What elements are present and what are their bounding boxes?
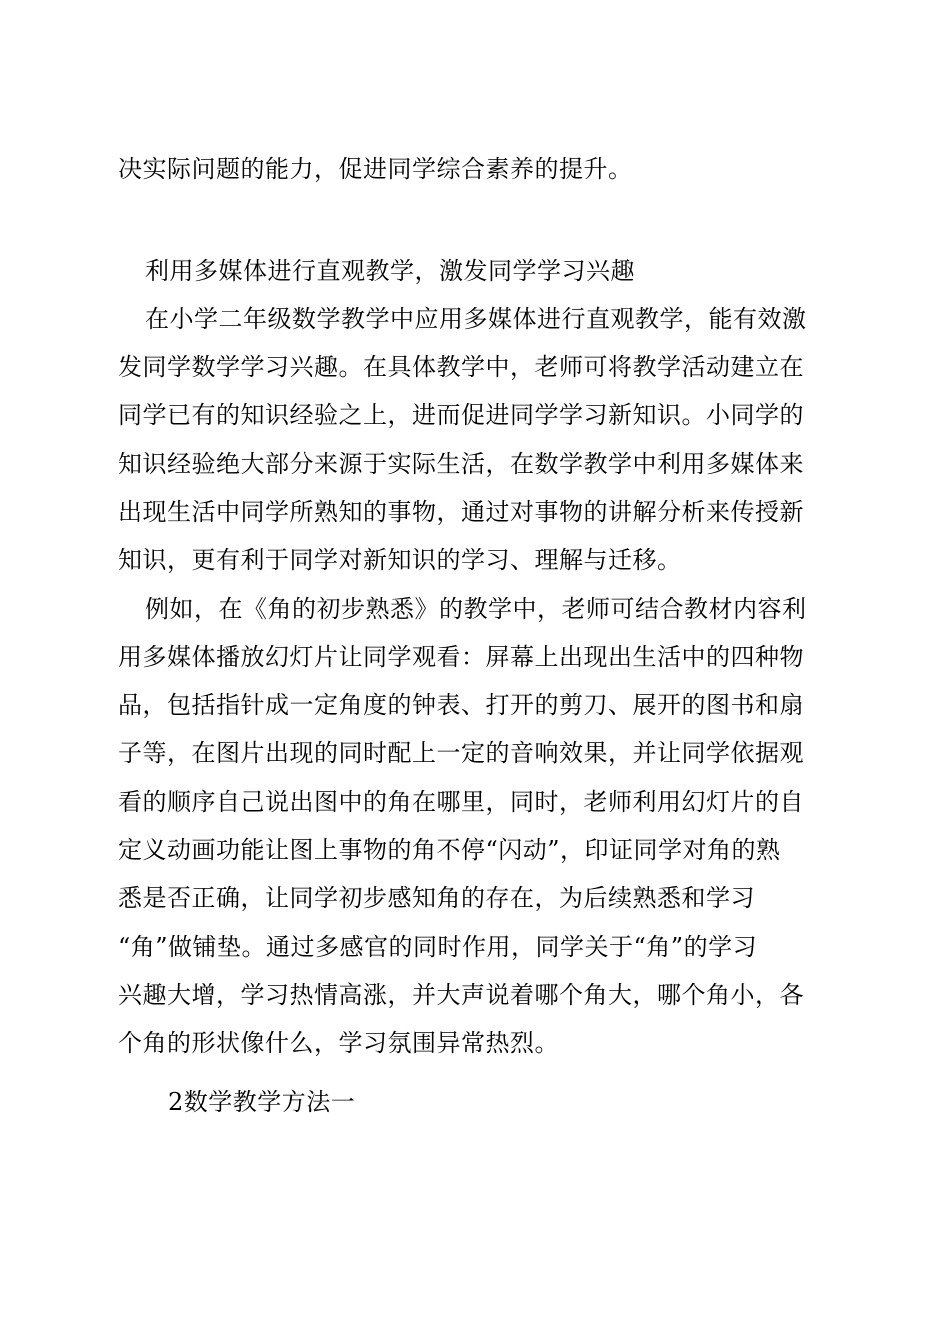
paragraph-line: 决实际问题的能力，促进同学综合素养的提升。 (118, 155, 633, 183)
paragraph-line: 在小学二年级数学教学中应用多媒体进行直观教学，能有效激 (145, 305, 807, 333)
section-heading: 利用多媒体进行直观教学，激发同学学习兴趣 (145, 257, 635, 285)
paragraph-line: 发同学数学学习兴趣。在具体教学中，老师可将教学活动建立在 (118, 353, 804, 381)
paragraph-line: 看的顺序自己说出图中的角在哪里，同时，老师利用幻灯片的自 (118, 788, 804, 816)
paragraph-line: 定义动画功能让图上事物的角不停“闪动”，印证同学对角的熟 (118, 836, 781, 864)
paragraph-line: 知识经验绝大部分来源于实际生活，在数学教学中利用多媒体来 (118, 450, 804, 478)
paragraph-line: 知识，更有利于同学对新知识的学习、理解与迁移。 (118, 546, 682, 574)
paragraph-line: 品，包括指针成一定角度的钟表、打开的剪刀、展开的图书和扇 (118, 691, 804, 719)
paragraph-line: 悉是否正确，让同学初步感知角的存在，为后续熟悉和学习 (118, 884, 755, 912)
section-heading: 2数学教学方法一 (168, 1088, 356, 1116)
paragraph-line: 子等，在图片出现的同时配上一定的音响效果，并让同学依据观 (118, 739, 804, 767)
paragraph-line: 出现生活中同学所熟知的事物，通过对事物的讲解分析来传授新 (118, 498, 804, 526)
paragraph-line: 用多媒体播放幻灯片让同学观看：屏幕上出现出生活中的四种物 (118, 643, 804, 671)
paragraph-line: 兴趣大增，学习热情高涨，并大声说着哪个角大，哪个角小，各 (118, 981, 804, 1009)
paragraph-line: 个角的形状像什么，学习氛围异常热烈。 (118, 1029, 559, 1057)
paragraph-line: “角”做铺垫。通过多感官的同时作用，同学关于“角”的学习 (118, 933, 758, 961)
paragraph-line: 例如，在《角的初步熟悉》的教学中，老师可结合教材内容利 (145, 595, 807, 623)
paragraph-line: 同学已有的知识经验之上，进而促进同学学习新知识。小同学的 (118, 401, 804, 429)
